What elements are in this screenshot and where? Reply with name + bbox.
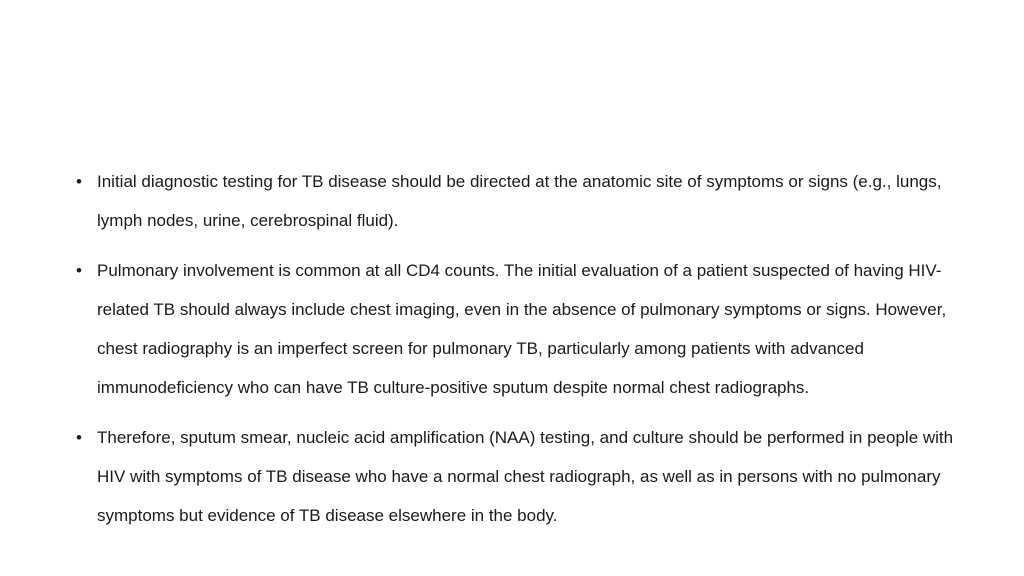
bullet-item-pulmonary-involvement [76,251,956,407]
bullet-text: Pulmonary involvement is common at all CD4 counts. The initial evaluation of a patient suspected of having HIV-related TB should always include chest imaging, even in the absence of pulmonary symptoms or signs. However, chest radiography is an imperfect screen for pulmonary TB, particularly among patients with advanced immunodeficiency who can have TB culture-positive sputum despite normal chest radiographs. [97,261,947,397]
bullet-item-sputum-testing [76,418,956,535]
bullet-list [76,162,956,546]
bullet-marker: • [76,172,82,191]
bullet-text: Therefore, sputum smear, nucleic acid amplification (NAA) testing, and culture should be performed in people with HIV with symptoms of TB disease who have a normal chest radiograph, as well as in persons with no pulmonary symptoms but evidence of TB disease elsewhere in the body. [97,428,954,525]
bullet-marker: • [76,261,82,280]
bullet-marker: • [76,428,82,447]
bullet-text: Initial diagnostic testing for TB disease should be directed at the anatomic site of symptoms or signs (e.g., lungs, lymph nodes, urine, cerebrospinal fluid). [97,172,942,230]
bullet-item-diagnostic-testing [76,162,956,240]
